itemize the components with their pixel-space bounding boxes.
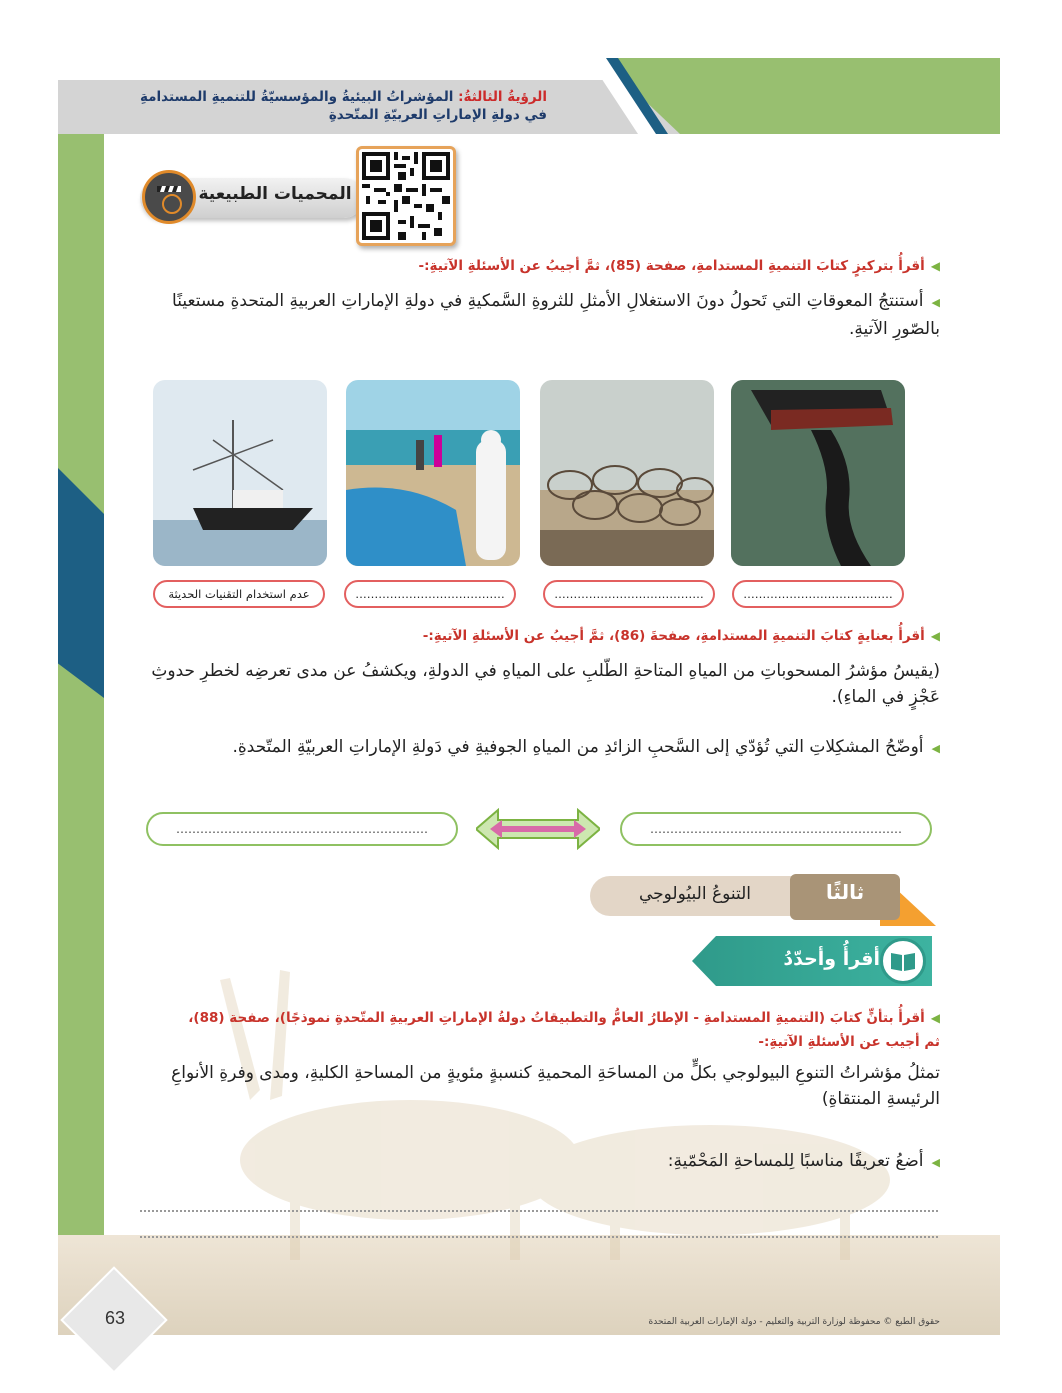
- section3-body: [140, 1060, 940, 1112]
- answer-box-3[interactable]: …………………………………: [344, 580, 516, 608]
- header-prefix: الرؤيةُ الثالثةُ:: [458, 89, 547, 105]
- section1-question-line2: بالصّورِ الآتيةِ.: [848, 319, 940, 339]
- left-decor-bar: [58, 80, 104, 1335]
- section2-instruction: ◀أقرأُ بعنايةٍ كتابَ التنميةِ المستدامةِ، صفحةَ (86)، ثمَّ أجيبُ عن الأسئلةِ الآتيةِ:-: [422, 628, 940, 644]
- bullet-arrow-icon: ◀: [930, 259, 940, 273]
- bullet-triangle-icon: ◀: [931, 742, 940, 755]
- page-number: 63: [104, 1308, 126, 1328]
- fishing-boat-photo: [153, 380, 327, 566]
- section3-instruction-line2: ثم أجيب عن الأسئلةِ الآتيةِ:-: [758, 1034, 940, 1050]
- bullet-arrow-icon: ◀: [930, 629, 940, 643]
- open-book-icon: [880, 938, 926, 984]
- section3-number: ثالثًا: [825, 880, 865, 904]
- section2-quote-line2: عَجْزٍ في الماءِ).: [831, 687, 940, 707]
- section3-title: التنوعُ البيُولوجي: [638, 884, 752, 904]
- section2-quote: [140, 658, 940, 710]
- double-arrow-icon: [476, 808, 600, 850]
- beach-fishermen-photo: [346, 380, 520, 566]
- copyright-text: حقوق الطبع © محفوظة لوزارة التربية والتعليم - دولة الإمارات العربية المتحدة: [648, 1317, 940, 1327]
- read-and-identify-label: أقرأُ وأحدّدُ: [783, 948, 880, 970]
- answer-box-left[interactable]: ………………………………………………………: [146, 812, 458, 846]
- answer-box-4: عدم استخدام التقنيات الحديثة: [153, 580, 325, 608]
- bullet-arrow-icon: ◀: [930, 1011, 940, 1025]
- bullet-triangle-icon: ◀: [931, 296, 940, 309]
- answer-box-1[interactable]: …………………………………: [732, 580, 904, 608]
- header-title-line2: في دولةِ الإماراتِ العربيّةِ المتّحدةِ: [328, 107, 547, 123]
- section3-question: ◀أضعُ تعريفًا مناسبًا لِلمساحةِ المَحْمّيةِ:: [667, 1151, 940, 1171]
- section3-instruction: ◀أقرأُ بتأنٍّ كتابَ (التنميةِ المستدامةِ - الإطارُ العامُّ والتطبيقاتُ دولةُ الإماراتِ العربيةِ المتّحدةِ نموذجًا)، صفحة (88)، ثم أجيب عن الأسئلةِ الآتيةِ:-: [120, 1006, 940, 1054]
- oil-spill-photo: [731, 380, 905, 566]
- video-link-label: المحميات الطبيعية: [198, 184, 352, 204]
- fish-traps-photo: [540, 380, 714, 566]
- header-stripes: [548, 58, 668, 134]
- answer-line-1[interactable]: [140, 1210, 938, 1212]
- answer-line-2[interactable]: [140, 1236, 938, 1238]
- header-title-line1: المؤشراتُ البيئيةُ والمؤسسيّةُ للتنميةِ المستدامةِ: [139, 89, 454, 105]
- section1-question: ◀أستنتجُ المعوقاتِ التي تَحولُ دونَ الاستغلالِ الأمثلِ للثروةِ السَّمكيةِ في دولةِ الإماراتِ العربيةِ المتحدةِ مستعينًا بالصّورِ الآتيةِ.: [140, 288, 940, 342]
- qr-code-icon[interactable]: [356, 146, 456, 246]
- section2-quote-line1: (يقيسُ مؤشرُ المسحوباتِ من المياهِ المتاحةِ الطّلبِ على المياهِ في الدولةِ، ويكشفُ عن مدى تعرضِه لخطرِ حدوثِ: [151, 661, 940, 681]
- section1-instruction: ◀أقرأُ بتركيزٍ كتابَ التنميةِ المستدامةِ، صفحة (85)، ثمَّ أجيبُ عن الأسئلةِ الآتيةِ:-: [418, 258, 940, 274]
- section2-question: ◀أوضّحُ المشكِلاتِ التي تُؤدّي إلى السَّحبِ الزائدِ من المياهِ الجوفيةِ في دَولةِ الإماراتِ العربيّةِ المتّحدةِ.: [232, 737, 940, 757]
- section3-body-line2: الرئيسةِ المنتقاةِ): [821, 1089, 940, 1109]
- video-clapper-icon[interactable]: [142, 170, 196, 224]
- answer-box-right[interactable]: ………………………………………………………: [620, 812, 932, 846]
- answer-box-2[interactable]: …………………………………: [543, 580, 715, 608]
- section3-body-line1: تمثلُ مؤشراتُ التنوعِ البيولوجي بكلٍّ من المساحَةِ المحميةِ كنسبةٍ مئويةٍ من المساحةِ الكليةِ، ومدى وفرةِ الأنواعِ: [171, 1063, 940, 1083]
- header-title: [107, 88, 547, 124]
- bullet-triangle-icon: ◀: [931, 1156, 940, 1169]
